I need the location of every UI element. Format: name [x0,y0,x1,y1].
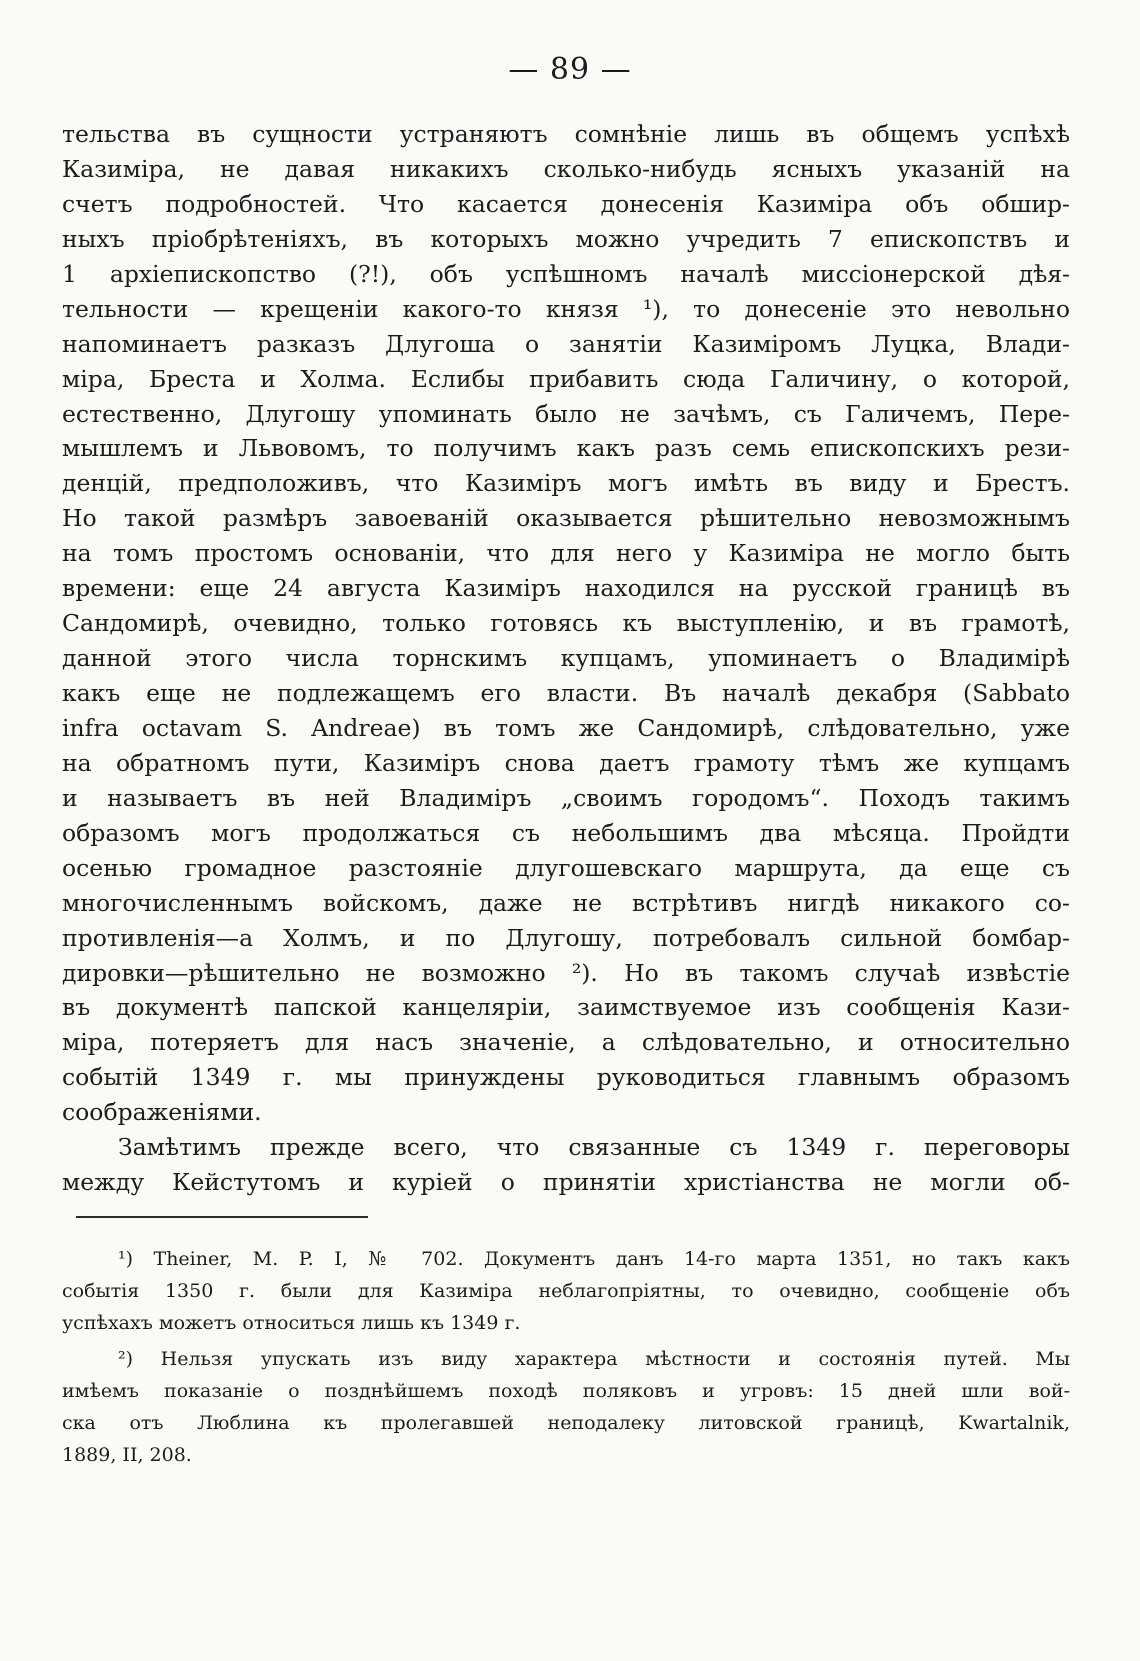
text-line: міра, Бреста и Холма. Еслибы прибавить сюда Галичину, о которой, [62,364,1070,393]
text-line: осенью громадное разстояніе длугошевскаго маршрута, да еще съ [62,853,1070,882]
text-line: 1 архіепископство (?!), объ успѣшномъ началѣ миссіонерской дѣя- [62,259,1070,288]
text-line: Казиміра, не давая никакихъ сколько-нибудь ясныхъ указаній на [62,154,1070,183]
text-line: напоминаетъ разказъ Длугоша о занятіи Казиміромъ Луцка, Влади- [62,329,1070,358]
footnote-1-line: событія 1350 г. были для Казиміра неблагопріятны, то очевидно, сообщеніе объ [62,1280,1070,1302]
paragraph-end-line: соображеніями. [62,1098,262,1127]
text-line: противленія—а Холмъ, и по Длугошу, потребовалъ сильной бомбар- [62,923,1070,952]
text-line: времени: еще 24 августа Казиміръ находился на русской границѣ въ [62,574,1070,603]
footnote-1-line: успѣхахъ можетъ относиться лишь къ 1349 г. [62,1312,521,1334]
text-line: данной этого числа торнскимъ купцамъ, упоминаетъ о Владимірѣ [62,644,1070,673]
text-line: естественно, Длугошу упоминать было не зачѣмъ, съ Галичемъ, Пере- [62,399,1070,428]
text-line: какъ еще не подлежащемъ его власти. Въ началѣ декабря (Sabbato [62,679,1070,707]
main-text [62,117,1070,1200]
text-line: на томъ простомъ основаніи, что для него у Казиміра не могло быть [62,539,1070,568]
text-line: мышлемъ и Львовомъ, то получимъ какъ разъ семь епископскихъ рези- [62,434,1070,463]
text-line: тельства въ сущности устраняютъ сомнѣніе лишь въ общемъ успѣхѣ [62,120,1070,148]
text-line: Но такой размѣръ завоеваній оказывается рѣшительно невозможнымъ [62,504,1070,533]
text-line: многочисленнымъ войскомъ, даже не встрѣтивъ нигдѣ никакого со- [62,888,1070,917]
footnote-2-line: ²) Нельзя упускать изъ виду характера мѣстности и состоянія путей. Мы [118,1348,1070,1370]
text-line: денцій, предположивъ, что Казиміръ могъ имѣть въ виду и Брестъ. [62,469,1070,498]
footnote-2-line: 1889, II, 208. [62,1444,192,1466]
paragraph-start-line: Замѣтимъ прежде всего, что связанные съ 1349 г. переговоры [118,1133,1070,1162]
text-line: событій 1349 г. мы принуждены руководиться главнымъ образомъ [62,1063,1070,1092]
text-line: въ документѣ папской канцеляріи, заимствуемое изъ сообщенія Кази- [62,993,1070,1022]
footnote-2-line: ска отъ Люблина къ пролегавшей неподалеку литовской границѣ, Kwartalnik, [62,1412,1070,1434]
footnote-2-line: имѣемъ показаніе о позднѣйшемъ походѣ поляковъ и угровъ: 15 дней шли вой- [62,1380,1070,1402]
text-line: образомъ могъ продолжаться съ небольшимъ два мѣсяца. Пройдти [62,818,1070,847]
text-line: и называетъ въ ней Владиміръ „своимъ городомъ“. Походъ такимъ [62,783,1070,812]
footnote-1-line: ¹) Theiner, M. P. I, № 702. Документъ данъ 14-го марта 1351, но такъ какъ [118,1248,1070,1270]
text-line: міра, потеряетъ для насъ значеніе, а слѣдовательно, и относительно [62,1028,1070,1057]
text-line: между Кейстутомъ и куріей о принятіи христіанства не могли об- [62,1168,1070,1197]
text-line: дировки—рѣшительно не возможно ²). Но въ такомъ случаѣ извѣстіе [62,958,1070,987]
text-line: ныхъ пріобрѣтеніяхъ, въ которыхъ можно учредить 7 епископствъ и [62,224,1070,253]
text-line: Сандомирѣ, очевидно, только готовясь къ выступленію, и въ грамотѣ, [62,609,1070,638]
text-line: на обратномъ пути, Казиміръ снова даетъ грамоту тѣмъ же купцамъ [62,748,1070,777]
page-number: — 89 — [508,52,632,87]
footnote-separator [76,1216,368,1218]
text-line: infra octavam S. Andreae) въ томъ же Сандомирѣ, слѣдовательно, уже [62,713,1070,742]
text-line: тельности — крещеніи какого-то князя ¹), то донесеніе это невольно [62,294,1070,323]
footnotes [62,1243,1070,1471]
text-line: счетъ подробностей. Что касается донесенія Казиміра объ обшир- [62,189,1070,218]
